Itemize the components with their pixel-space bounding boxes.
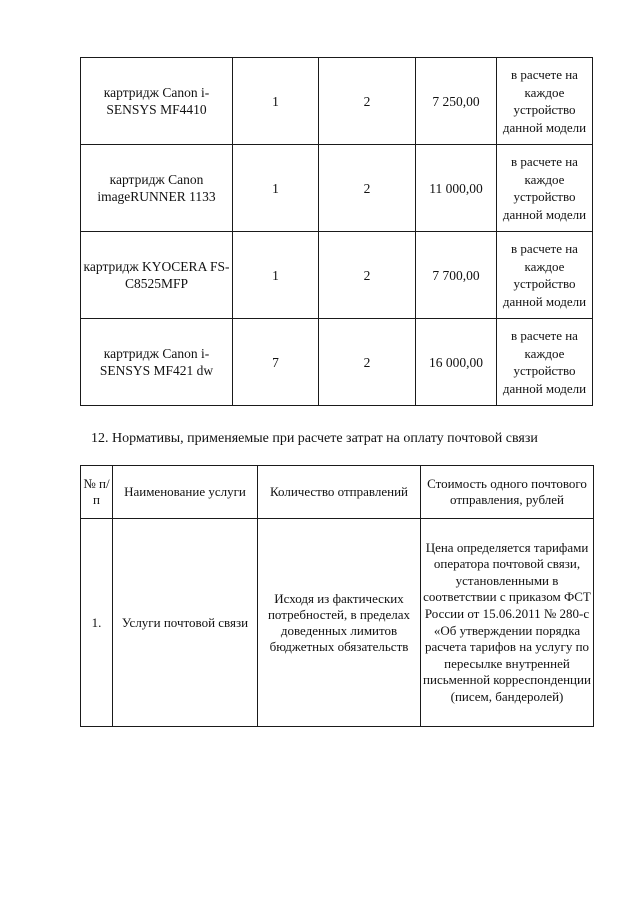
postal-services-table <box>80 465 594 727</box>
header-number: № п/п <box>81 466 113 519</box>
cartridge-name: картридж Canon i-SENSYS MF421 dw <box>81 319 233 406</box>
cartridge-table <box>80 57 593 406</box>
cartridge-price: 16 000,00 <box>416 319 497 406</box>
cartridge-quantity: 1 <box>233 232 319 319</box>
shipments-count: Исходя из фактических потребностей, в пределах доведенных лимитов бюджетных обязательств <box>258 519 421 727</box>
row-number: 1. <box>81 519 113 727</box>
cartridge-note: в расчете на каждое устройство данной модели <box>497 145 593 232</box>
cartridge-note: в расчете на каждое устройство данной модели <box>497 232 593 319</box>
cartridge-quantity: 1 <box>233 58 319 145</box>
cartridge-quantity: 7 <box>233 319 319 406</box>
service-name: Услуги почтовой связи <box>113 519 258 727</box>
table-header-row <box>81 466 594 519</box>
cartridge-name: картридж Canon i-SENSYS MF4410 <box>81 58 233 145</box>
table-row <box>81 58 593 145</box>
cartridge-note: в расчете на каждое устройство данной модели <box>497 58 593 145</box>
table-row <box>81 232 593 319</box>
cartridge-note: в расчете на каждое устройство данной модели <box>497 319 593 406</box>
table-row <box>81 519 594 727</box>
cartridge-period: 2 <box>319 232 416 319</box>
section-heading: 12. Нормативы, применяемые при расчете затрат на оплату почтовой связи <box>91 431 538 446</box>
cartridge-period: 2 <box>319 58 416 145</box>
table-row <box>81 145 593 232</box>
header-service-name: Наименование услуги <box>113 466 258 519</box>
cartridge-name: картридж KYOCERA FS-C8525MFP <box>81 232 233 319</box>
shipment-cost: Цена определяется тарифами оператора почтовой связи, установленными в соответствии с приказом ФСТ России от 15.06.2011 № 280-с «Об утверждении порядка расчета тарифов на услугу по пересылке внутренней письменной корреспонденции (писем, бандеролей) <box>421 519 594 727</box>
cartridge-quantity: 1 <box>233 145 319 232</box>
cartridge-price: 7 700,00 <box>416 232 497 319</box>
header-shipments-count: Количество отправлений <box>258 466 421 519</box>
cartridge-price: 11 000,00 <box>416 145 497 232</box>
header-shipment-cost: Стоимость одного почтового отправления, рублей <box>421 466 594 519</box>
cartridge-name: картридж Canon imageRUNNER 1133 <box>81 145 233 232</box>
cartridge-period: 2 <box>319 145 416 232</box>
table-row <box>81 319 593 406</box>
cartridge-period: 2 <box>319 319 416 406</box>
cartridge-price: 7 250,00 <box>416 58 497 145</box>
